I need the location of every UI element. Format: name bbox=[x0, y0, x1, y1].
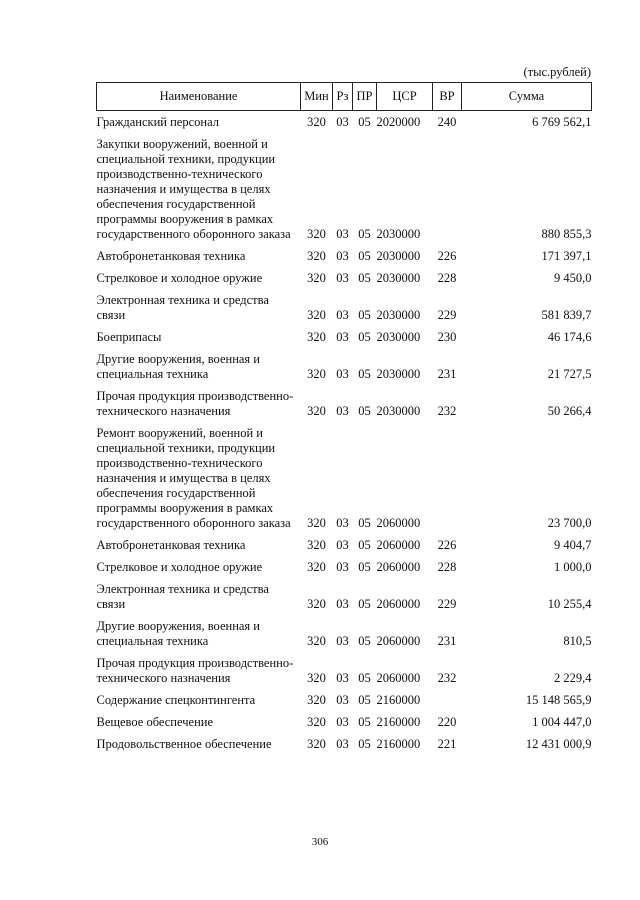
table-row bbox=[97, 649, 592, 686]
cell-amount: 1 004 447,0 bbox=[532, 715, 592, 729]
cell-vr: 231 bbox=[437, 367, 457, 381]
table-row bbox=[97, 730, 592, 752]
cell-vr: 230 bbox=[437, 330, 457, 344]
cell-csr: 2060000 bbox=[376, 671, 421, 685]
cell-vr: 226 bbox=[437, 538, 457, 552]
cell-csr: 2060000 bbox=[376, 516, 421, 530]
cell-rz: 03 bbox=[336, 227, 349, 241]
cell-amount: 23 700,0 bbox=[547, 516, 592, 530]
cell-amount: 46 174,6 bbox=[547, 330, 592, 344]
cell-rz: 03 bbox=[336, 115, 349, 129]
cell-name: Другие вооружения, военная и специальная техника bbox=[96, 352, 260, 381]
cell-pr: 05 bbox=[358, 367, 371, 381]
table-row bbox=[97, 575, 592, 612]
cell-rz: 03 bbox=[336, 271, 349, 285]
cell-csr: 2030000 bbox=[376, 227, 421, 241]
cell-name: Автобронетанковая техника bbox=[96, 538, 246, 552]
cell-pr: 05 bbox=[358, 227, 371, 241]
cell-pr: 05 bbox=[358, 560, 371, 574]
cell-name: Прочая продукция производственно-технического назначения bbox=[96, 656, 294, 685]
cell-name: Стрелковое и холодное оружие bbox=[96, 560, 263, 574]
cell-name: Автобронетанковая техника bbox=[96, 249, 246, 263]
cell-min: 320 bbox=[307, 538, 326, 552]
cell-min: 320 bbox=[307, 634, 326, 648]
table-row bbox=[97, 708, 592, 730]
cell-vr: 229 bbox=[437, 308, 457, 322]
col-header-name: Наименование bbox=[97, 83, 301, 111]
table-body bbox=[97, 111, 592, 753]
cell-min: 320 bbox=[307, 693, 326, 707]
table-row bbox=[97, 286, 592, 323]
cell-name: Вещевое обеспечение bbox=[96, 715, 213, 729]
cell-pr: 05 bbox=[358, 271, 371, 285]
cell-pr: 05 bbox=[358, 330, 371, 344]
table-row bbox=[97, 264, 592, 286]
cell-vr: 240 bbox=[437, 115, 457, 129]
cell-csr: 2030000 bbox=[376, 404, 421, 418]
cell-vr: 228 bbox=[437, 271, 457, 285]
cell-rz: 03 bbox=[336, 516, 349, 530]
cell-min: 320 bbox=[307, 115, 326, 129]
cell-rz: 03 bbox=[336, 560, 349, 574]
cell-min: 320 bbox=[307, 516, 326, 530]
cell-pr: 05 bbox=[358, 671, 371, 685]
table-row bbox=[97, 382, 592, 419]
cell-csr: 2160000 bbox=[376, 737, 421, 751]
cell-amount: 9 404,7 bbox=[554, 538, 592, 552]
table-row bbox=[97, 553, 592, 575]
cell-csr: 2030000 bbox=[376, 249, 421, 263]
cell-csr: 2160000 bbox=[376, 715, 421, 729]
cell-amount: 15 148 565,9 bbox=[525, 693, 592, 707]
cell-rz: 03 bbox=[336, 671, 349, 685]
cell-amount: 880 855,3 bbox=[541, 227, 592, 241]
cell-vr bbox=[433, 419, 462, 531]
cell-amount: 171 397,1 bbox=[541, 249, 592, 263]
cell-amount: 21 727,5 bbox=[547, 367, 592, 381]
cell-rz: 03 bbox=[336, 367, 349, 381]
cell-csr: 2060000 bbox=[376, 560, 421, 574]
cell-name: Другие вооружения, военная и специальная техника bbox=[96, 619, 260, 648]
cell-csr: 2030000 bbox=[376, 271, 421, 285]
cell-vr: 228 bbox=[437, 560, 457, 574]
cell-pr: 05 bbox=[358, 516, 371, 530]
cell-name: Электронная техника и средства связи bbox=[96, 582, 269, 611]
cell-min: 320 bbox=[307, 560, 326, 574]
table-row bbox=[97, 111, 592, 131]
cell-name: Гражданский персонал bbox=[96, 115, 219, 129]
table-row bbox=[97, 130, 592, 242]
cell-amount: 9 450,0 bbox=[554, 271, 592, 285]
cell-amount: 2 229,4 bbox=[554, 671, 592, 685]
cell-pr: 05 bbox=[358, 597, 371, 611]
cell-name: Боеприпасы bbox=[96, 330, 162, 344]
cell-amount: 50 266,4 bbox=[547, 404, 592, 418]
cell-vr: 220 bbox=[437, 715, 457, 729]
header-row bbox=[97, 83, 592, 111]
cell-vr: 232 bbox=[437, 671, 457, 685]
col-header-csr: ЦСР bbox=[377, 83, 433, 111]
cell-pr: 05 bbox=[358, 634, 371, 648]
units-note: (тыс.рублей) bbox=[523, 65, 591, 79]
cell-csr: 2020000 bbox=[376, 115, 421, 129]
cell-min: 320 bbox=[307, 737, 326, 751]
col-header-amount: Сумма bbox=[462, 83, 592, 111]
cell-vr: 232 bbox=[437, 404, 457, 418]
cell-min: 320 bbox=[307, 671, 326, 685]
cell-name: Ремонт вооружений, военной и специальной техники, продукции производственно-технического назначения и имущества в целях обеспечения государственной программы вооружения в рамках государственного оборонного заказа bbox=[96, 426, 291, 530]
cell-min: 320 bbox=[307, 227, 326, 241]
cell-amount: 10 255,4 bbox=[547, 597, 592, 611]
cell-csr: 2030000 bbox=[376, 367, 421, 381]
cell-rz: 03 bbox=[336, 715, 349, 729]
cell-rz: 03 bbox=[336, 404, 349, 418]
cell-rz: 03 bbox=[336, 330, 349, 344]
cell-vr: 221 bbox=[437, 737, 457, 751]
cell-rz: 03 bbox=[336, 249, 349, 263]
col-header-pr: ПР bbox=[353, 83, 377, 111]
cell-rz: 03 bbox=[336, 597, 349, 611]
cell-pr: 05 bbox=[358, 308, 371, 322]
cell-vr: 231 bbox=[437, 634, 457, 648]
table-row bbox=[97, 419, 592, 531]
table-row bbox=[97, 345, 592, 382]
table-row bbox=[97, 612, 592, 649]
cell-rz: 03 bbox=[336, 538, 349, 552]
cell-min: 320 bbox=[307, 271, 326, 285]
table-row bbox=[97, 242, 592, 264]
cell-amount: 581 839,7 bbox=[541, 308, 592, 322]
cell-min: 320 bbox=[307, 404, 326, 418]
cell-csr: 2060000 bbox=[376, 597, 421, 611]
table-row bbox=[97, 531, 592, 553]
cell-name: Электронная техника и средства связи bbox=[96, 293, 269, 322]
cell-min: 320 bbox=[307, 597, 326, 611]
cell-amount: 12 431 000,9 bbox=[525, 737, 592, 751]
cell-vr bbox=[433, 686, 462, 708]
cell-csr: 2030000 bbox=[376, 330, 421, 344]
cell-name: Прочая продукция производственно-технического назначения bbox=[96, 389, 294, 418]
table-row bbox=[97, 323, 592, 345]
cell-min: 320 bbox=[307, 249, 326, 263]
cell-min: 320 bbox=[307, 715, 326, 729]
table-header bbox=[97, 83, 592, 111]
cell-min: 320 bbox=[307, 330, 326, 344]
cell-pr: 05 bbox=[358, 693, 371, 707]
cell-amount: 1 000,0 bbox=[554, 560, 592, 574]
cell-pr: 05 bbox=[358, 737, 371, 751]
cell-vr: 226 bbox=[437, 249, 457, 263]
cell-pr: 05 bbox=[358, 249, 371, 263]
cell-rz: 03 bbox=[336, 737, 349, 751]
cell-vr bbox=[433, 130, 462, 242]
cell-csr: 2060000 bbox=[376, 634, 421, 648]
cell-amount: 810,5 bbox=[563, 634, 592, 648]
cell-rz: 03 bbox=[336, 634, 349, 648]
cell-name: Стрелковое и холодное оружие bbox=[96, 271, 263, 285]
cell-csr: 2030000 bbox=[376, 308, 421, 322]
col-header-vr: ВР bbox=[433, 83, 462, 111]
col-header-rz: Рз bbox=[333, 83, 353, 111]
cell-name: Продовольственное обеспечение bbox=[96, 737, 272, 751]
cell-pr: 05 bbox=[358, 715, 371, 729]
cell-min: 320 bbox=[307, 367, 326, 381]
cell-min: 320 bbox=[307, 308, 326, 322]
cell-amount: 6 769 562,1 bbox=[532, 115, 592, 129]
cell-pr: 05 bbox=[358, 404, 371, 418]
cell-vr: 229 bbox=[437, 597, 457, 611]
col-header-min: Мин bbox=[301, 83, 333, 111]
budget-table bbox=[96, 82, 592, 752]
table-row bbox=[97, 686, 592, 708]
cell-csr: 2160000 bbox=[376, 693, 421, 707]
page-number: 306 bbox=[311, 836, 329, 848]
cell-pr: 05 bbox=[358, 115, 371, 129]
cell-name: Содержание спецконтингента bbox=[96, 693, 256, 707]
cell-rz: 03 bbox=[336, 308, 349, 322]
cell-csr: 2060000 bbox=[376, 538, 421, 552]
cell-pr: 05 bbox=[358, 538, 371, 552]
cell-rz: 03 bbox=[336, 693, 349, 707]
cell-name: Закупки вооружений, военной и специальной техники, продукции производственно-технического назначения и имущества в целях обеспечения государственной программы вооружения в рамках государственного оборонного заказа bbox=[96, 137, 291, 241]
